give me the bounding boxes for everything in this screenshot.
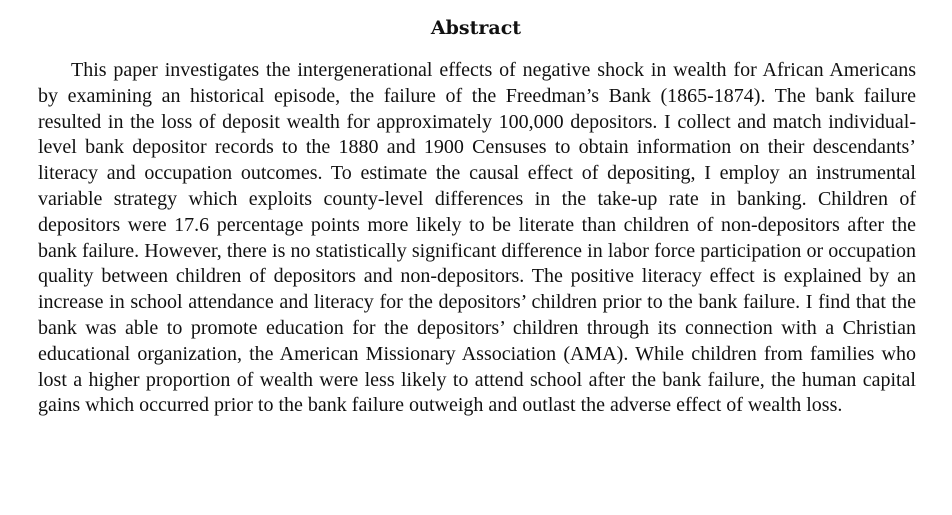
abstract-heading: Abstract — [430, 17, 522, 39]
abstract-paragraph: This paper investigates the intergenerational effects of negative shock in wealth for African Americans by examining an historical episode, the failure of the Freedman’s Bank (1865-1874). The bank failure resulted in the loss of deposit wealth for approximately 100,000 depositors. I collect and match individual-level bank depositor records to the 1880 and 1900 Censuses to obtain information on their descendants’ literacy and occupation outcomes. To estimate the causal effect of depositing, I employ an instrumental variable strategy which exploits county-level differences in the take-up rate in banking. Children of depositors were 17.6 percentage points more likely to be literate than children of non-depositors after the bank failure. However, there is no statistically significant difference in labor force participation or occupation quality between children of depositors and non-depositors. The positive literacy effect is explained by an increase in school attendance and literacy for the depositors’ children prior to the bank failure. I find that the bank was able to promote education for the depositors’ children through its connection with a Christian educational organization, the American Missionary Association (AMA). While children from families who lost a higher proportion of wealth were less likely to attend school after the bank failure, the human capital gains which occurred prior to the bank failure outweigh and outlast the adverse effect of wealth loss. — [38, 59, 916, 417]
